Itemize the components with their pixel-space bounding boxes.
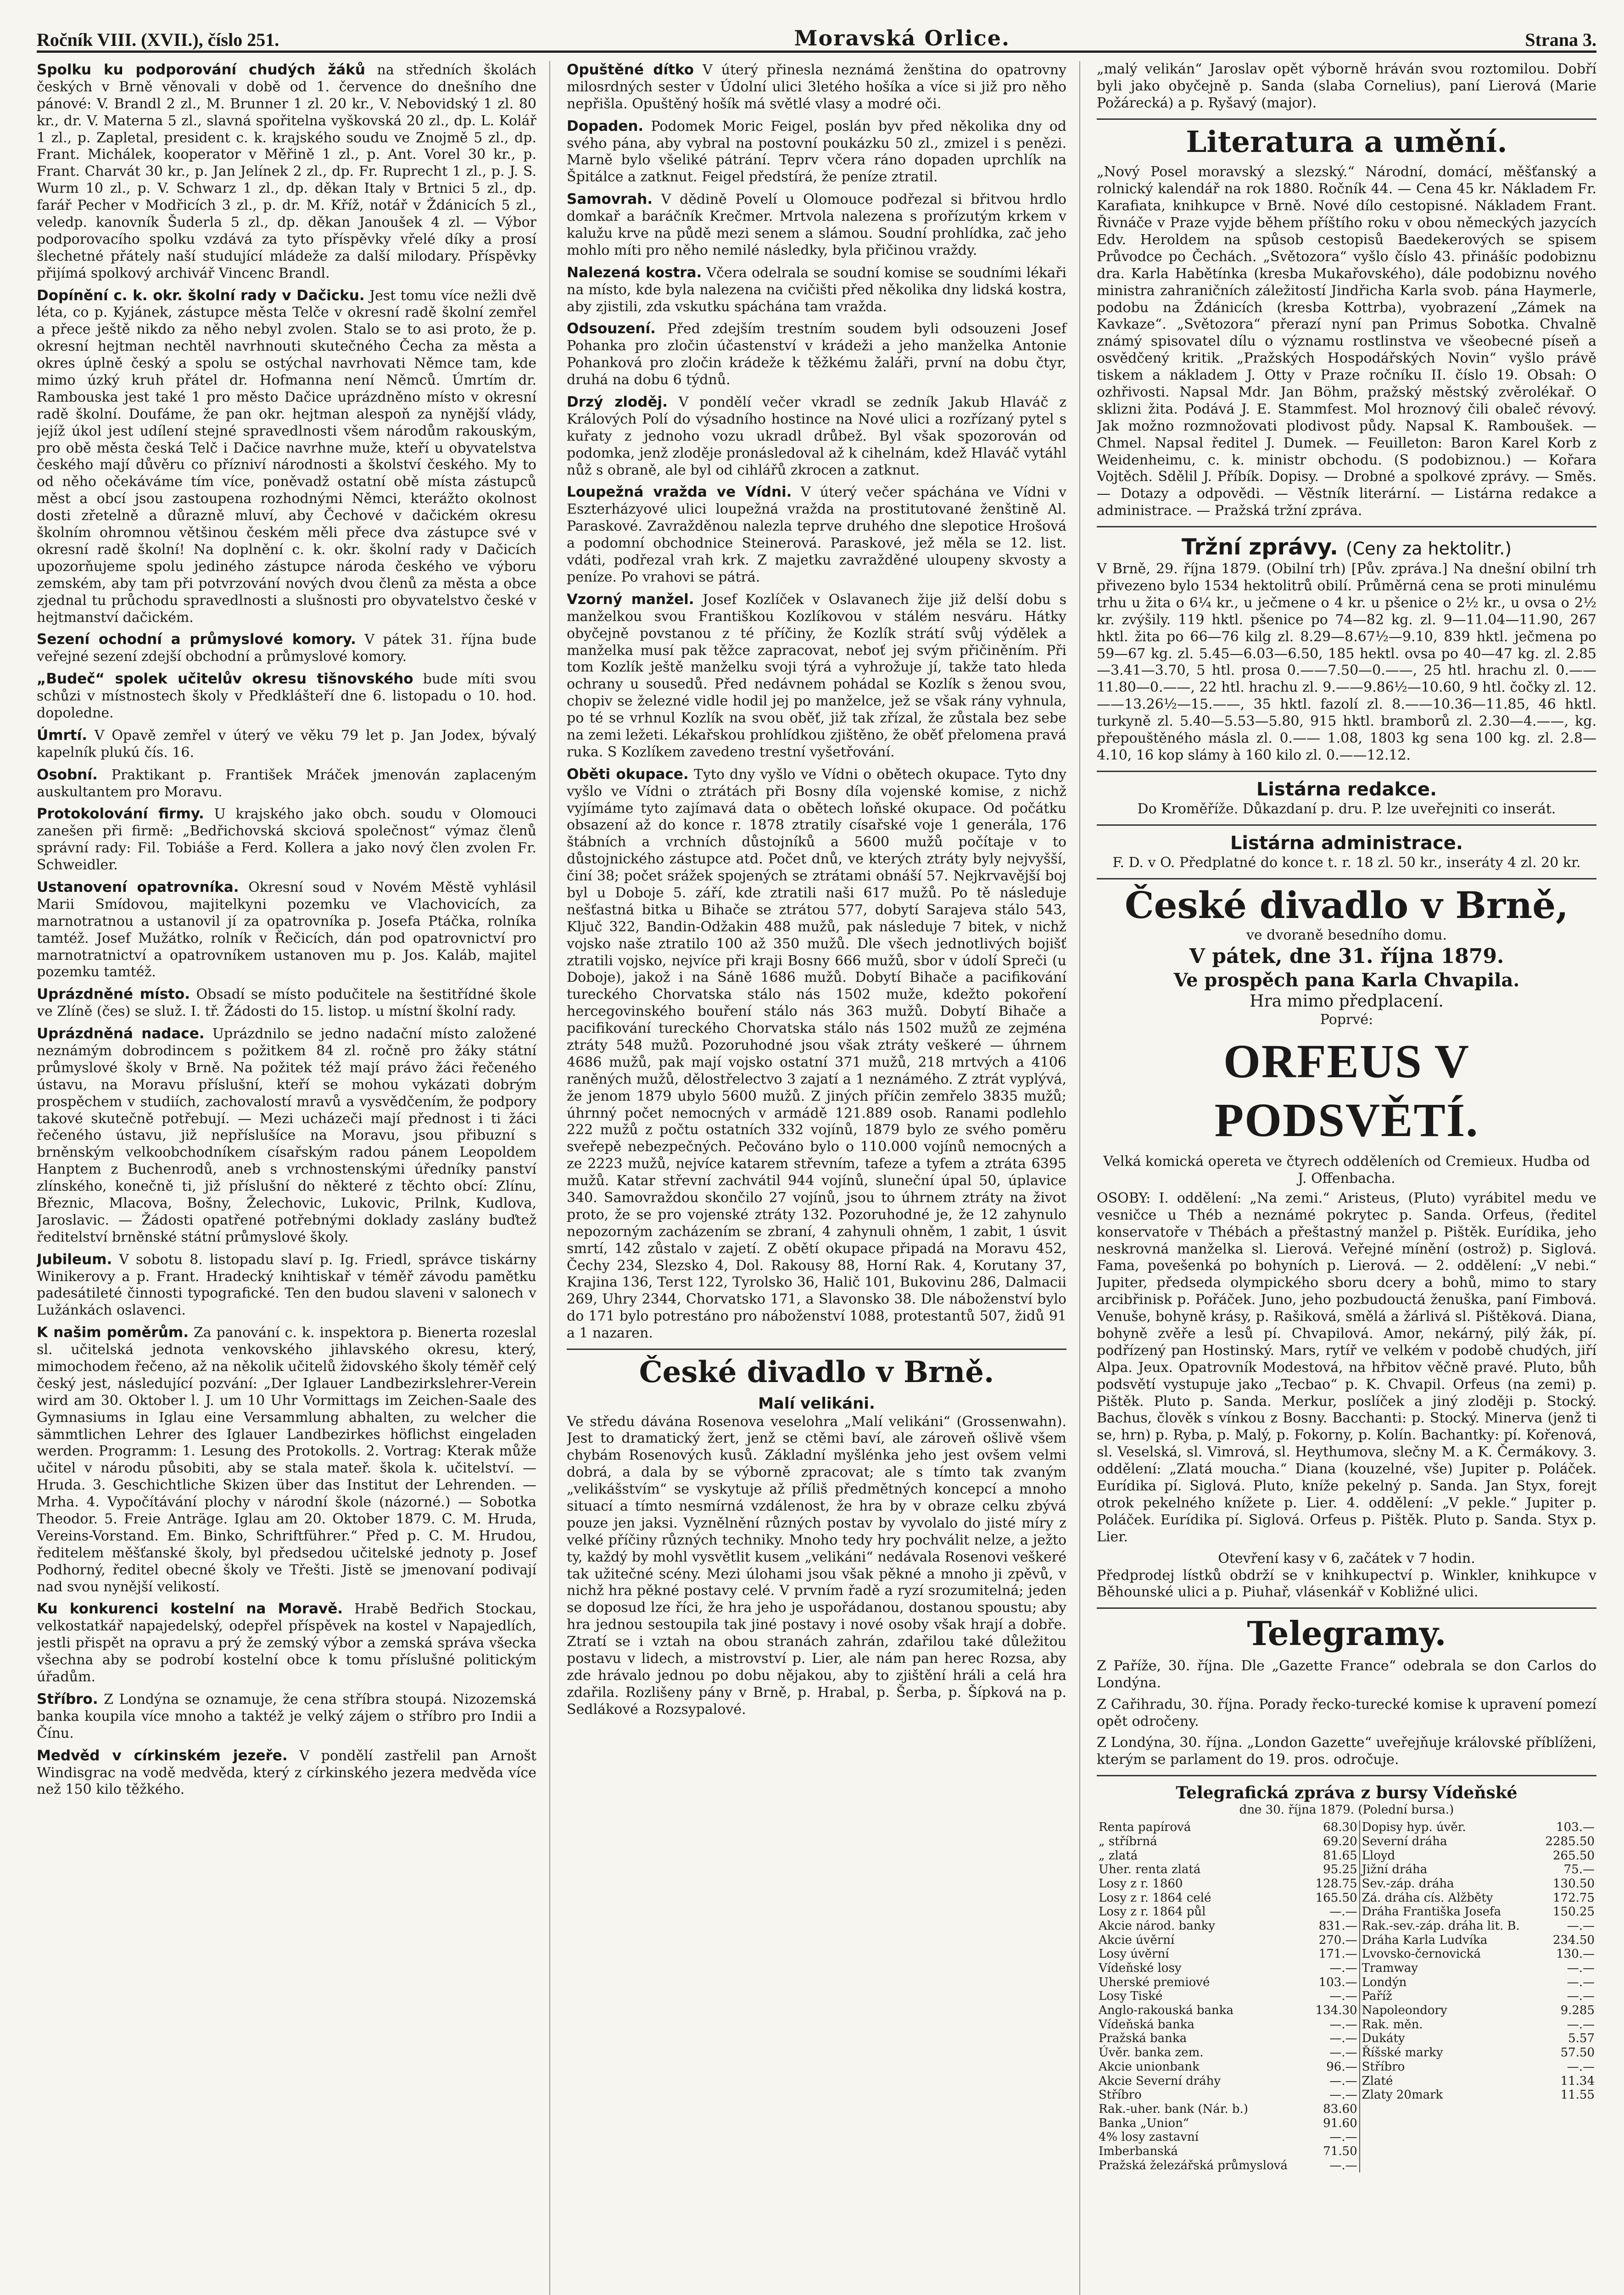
article-heading: Stříbro. — [37, 1690, 98, 1707]
bourse-value: 68.30 — [1323, 1820, 1357, 1835]
bourse-label: Lvovsko-černovická — [1360, 1947, 1538, 1961]
bourse-value: 234.50 — [1553, 1933, 1595, 1947]
bourse-label: Akcie Severní dráhy — [1099, 2074, 1221, 2088]
bourse-value: —.— — [1329, 2046, 1357, 2060]
article-heading: Úmrtí. — [37, 727, 87, 744]
bourse-label: Zlaty 20mark — [1360, 2088, 1538, 2102]
bourse-row — [1097, 1919, 1596, 1933]
theater-benefit: Ve prospěch pana Karla Chvapila. — [1173, 969, 1520, 991]
bourse-label: Akcie unionbank — [1099, 2060, 1200, 2074]
article-text: Uprázdnilo se jedno nadační místo založené neznámým dobrodincem s požitkem 84 zl. ročně pro žáky státní průmyslové školy v Brně. Na požitek též mají právo žáci řečeného ústavu, na Moravu příslušní, kteří se mohou vykázati dobrým prospěchem v studiích, zachovalostí mravů a vysvědčením, že podpory takové skutečně potřebují. — Mezi ucházeči mají přednost i ti žáci řečeného ústavu, již nepříslušíce na Moravu, jsou přibuzní s brněnským velkoobchodníkem císařským radou pánem Leopoldem Hanptem z Buchenrodů, aneb s vrchnostenskými úředníky panství zlínského, konečně ti, již příslušní do některé z těchto obcí: Zlínu, Březnic, Mlacova, Bošny, Želechovic, Lukovic, Prilnk, Kudlova, Jaroslavic. — Žádosti opatřené potřebnými doklady zaslány buďtež ředitelství brněnské státní průmyslové školy. — [37, 1026, 537, 1245]
article-text: bude míti svou schůzi v místnostech školy v Předklášteří dne 6. listopadu o 10. hod. dopoledne. — [37, 671, 536, 721]
bourse-value: 165.50 — [1315, 1891, 1357, 1905]
bourse-row — [1097, 1863, 1596, 1877]
bourse-label: Vídeňská banka — [1099, 2017, 1194, 2032]
bourse-row — [1097, 2102, 1596, 2116]
bourse-label: Říšské marky — [1360, 2046, 1538, 2060]
article-heading: Odsouzení. — [567, 320, 656, 337]
bourse-label: Banka „Union“ — [1099, 2116, 1189, 2130]
article-heading: „Budeč“ spolek učitelův okresu tišnovského — [37, 671, 413, 688]
article-heading: Protokolování firmy. — [37, 806, 204, 823]
bourse-value: —.— — [1567, 2060, 1595, 2074]
telegram-item: Z Cařihradu, 30. října. Porady řecko-turecké komise k upravení pomezí opět odročeny. — [1097, 1696, 1596, 1730]
market-title: Tržní zprávy. — [1181, 534, 1339, 560]
bourse-value: —.— — [1567, 1919, 1595, 1933]
bourse-value: 103.— — [1318, 1975, 1357, 1989]
bourse-label: Rak. měn. — [1360, 2018, 1538, 2032]
bourse-heading: Telegrafická zpráva z bursy Vídeňské — [1176, 1783, 1518, 1803]
bourse-value: 5.57 — [1568, 2032, 1595, 2046]
column-1 — [37, 61, 550, 2295]
telegram-item: Z Paříže, 30. října. Dle „Gazette France“ odebrala se don Carlos do Londýna. — [1097, 1657, 1596, 1691]
column-3 — [1097, 61, 1596, 2295]
bourse-row — [1097, 2159, 1596, 2173]
market-heading — [1097, 534, 1596, 561]
page-number: Strana 3. — [1525, 29, 1596, 50]
bourse-value: —.— — [1329, 1905, 1357, 1919]
article-heading: K našim poměrům. — [37, 1324, 189, 1341]
bourse-value: 150.25 — [1553, 1905, 1595, 1919]
bourse-value: 96.— — [1326, 2060, 1357, 2074]
article — [567, 591, 1066, 761]
bourse-label — [1360, 2102, 1538, 2116]
article-heading: Uprázdněná nadace. — [37, 1025, 205, 1042]
article-heading: Medvěd v církinském jezeře. — [37, 1747, 288, 1764]
bourse-value — [1538, 2116, 1596, 2131]
article-text: Podomek Moric Feigel, poslán byv před několika dny od svého pána, aby vybral na postovní poukázku 50 zl., zmizel i s penězi. Marně bylo všeliké pátrání. Teprv včera ráno dopaden uprchlík na Špitálce a zatknut. Feigel předstírá, že peníze ztratil. — [567, 118, 1066, 185]
article — [567, 118, 1066, 186]
bourse-label — [1360, 2159, 1538, 2173]
bourse-row — [1097, 2060, 1596, 2074]
bourse-label: Stříbro — [1360, 2060, 1538, 2074]
article — [567, 320, 1066, 389]
article-heading: Samovrah. — [567, 191, 653, 208]
bourse-value: 57.50 — [1560, 2046, 1595, 2060]
bourse-label: Vídeňské losy — [1099, 1961, 1182, 1976]
article — [37, 1251, 536, 1320]
bourse-value: —.— — [1329, 2032, 1357, 2046]
article — [567, 61, 1066, 113]
bourse-value: —.— — [1329, 2074, 1357, 2088]
bourse-value: —.— — [1567, 1989, 1595, 2004]
article — [567, 393, 1066, 479]
article-heading: Ustanovení opatrovníka. — [37, 879, 239, 896]
bourse-label — [1360, 2144, 1538, 2159]
theater-note: Hra mimo předplacení. — [1250, 992, 1444, 1011]
play-tickets: Předprodej lístků obdrží se v knihkupectví p. Winkler, knihkupce v Běhounské ulici a p. Piuhař, vlásenkář v Kobližné ulici. — [1097, 1567, 1596, 1601]
article-text: V úterý večer spáchána ve Vídni v Eszterházyové ulici loupežná vražda na prostitutované ženštině Al. Paraskové. Zavražděnou nalezla teprve druhého dne slepotice Hrošová a podomní obchodnice Steinerová. Paraskové, jež měla se 12. list. vdáti, podřezal vrah krk. Z majetku zavražděné uloupeny skvosty a peníze. Po vrahovi se pátrá. — [567, 484, 1066, 585]
bourse-label: Akcie národ. banky — [1099, 1919, 1215, 1933]
bourse-value: 95.25 — [1323, 1863, 1357, 1877]
article-text: V pátek 31. října bude veřejné sezení zdejší obchodní a průmyslové komory. — [37, 632, 537, 665]
bourse-label: Lloyd — [1360, 1849, 1538, 1863]
bourse-value: 270.— — [1318, 1933, 1357, 1947]
bourse-label: Renta papírová — [1099, 1820, 1191, 1835]
article — [37, 1690, 536, 1742]
article-heading: Ku konkurenci kostelní na Moravě. — [37, 1601, 343, 1618]
article — [37, 631, 536, 666]
bourse-label: 4% losy zastavní — [1099, 2130, 1199, 2144]
bourse-value: —.— — [1567, 1975, 1595, 1989]
article-text: U krajského jako obch. soudu v Olomouci zanešen při firmě: „Bedřichovská skciová společnost“ výmaz členů správní rady: Fil. Tobiáše a Ferd. Kollera a jako nový člen zvolen Fr. Schweidler. — [37, 806, 536, 873]
article-heading: Spolku ku podporování chudých žáků — [37, 62, 365, 78]
article — [37, 1025, 536, 1246]
literature-text: „Nový Posel moravský a slezský.“ Národní, domácí, měšťanský a rolnický kalendář na rok 1880. Ročník 44. — Cena 45 kr. Nákladem Fr. Karafiata, knihkupce v Brně. Nové dílo cestopisné. Nákladem Frant. Řivnáče v Praze vyjde během příštího roku v obou německých jazycích Edv. Heroldem na spůsob cestopisů Baedekerových se spisem Průvodce po Čechách. „Světozora“ vyšlo číslo 43. přinášíc podobiznu dra. Karla Habětínka (kresba Mukařovského), dále podobiznu nového ministra zahraničních záležitostí Jindřicha Karla svob. pána Haymerle, podobu na Ždánicích (kresba Kottrba), vyobrazení „Zámek na Kavkaze“. „Světozora“ přerazí nyní pan Primus Sobotka. Chvalně známý spisovatel dílu o významu rostlinstva ve všeobecné píseň a osvědčený kritik. „Pražských Hospodářských Novin“ vyšlo právě tiskem a nákladem J. Otty v Praze ročníku II. číslo 19. Obsah: O ozhřivosti. Napsal Mdr. Jan Böhm, pražský městský zvěrolékař. O sklizni žita. Podává J. E. Stammfest. Mol hroznový čili obaleč révový. Jak možno rozmnožovati plodivost půdy. Napsal K. Ramboušek. — Chmel. Napsal ředitel J. Dumek. — Feuilleton: Baron Karel Korb z Weidenheimu, c. k. ministr obchodu. (S podobiznou.) — Kořara Vojtěch. Sdělil J. Příbík. Dopisy. — Drobné a spolkové zprávy. — Směs. — Dotazy a odpovědi. — Věstník literární. — Listárna redakce a administrace. — Pražská tržní zpráva. — [1097, 164, 1596, 519]
article-text: Tyto dny vyšlo ve Vídni o obětech okupace. Tyto dny vyšlo ve Vídni o ztrátách při Bosny díla vojenské komise, z nichž vyjímáme tyto zajímavá data o obětech loňské okupace. Od počátku obsazení až do konce r. 1878 ztratily císařské voje 1 generála, 176 štábních a vrchních důstojníků a 5600 mužů počítaje v to důstojnického zástupce atd. Počet dnů, ve kterých ztráty byly nejvyšší, činí 38; počet srážek spojených se ztrátami obnáší 57. Nejkrvavější boj byl u Doboje 5. září, kde ztratili naši 617 mužů. Po tě následuje nešťastná bitka u Bihače se ztrátou 577, dobytí Sarajeva stálo 543, Ključ 322, Bandin-Odžakin 488 mužů, pak následuje 7 bitek, v nichž vojsko naše ztratilo 100 až 350 mužů. Dle všech jednotlivých bojišť ztratili vojsko, nejvíce při kraji Bosny 666 mužů, sbor v údolí Spreči (u Doboje), jakož i na Sáně 1686 mužů. Dobytí Bihače a pacifikování tureckého Chorvatska stálo nás 1502 muže, kdežto pokoření hercegovinského bouření stálo nás 363 mužů. Dobytí Bihače a pacifikování tureckého Chorvatska stálo nás 1502 mužů ze zejména ztráty 548 mužů. Pozoruhodné jsou však ztráty veškeré — úhrnem 4686 mužů, pak mají vojsko ostatní 371 mužů, 218 mrtvých a 4106 raněných mužů, dělostřelectvo 3 zajatí a 1 neznámého. Z ztrát vyplývá, že jenom 1879 ubylo 5600 mužů. Z jiných příčin zemřelo 3835 mužů; úhrnný počet nemocných v armádě 121.889 osob. Ranami podlehlo 222 mužů z počtu ostatních 332 vojínů, 1879 bylo ze svého poměru sveřepě nebezpečných. Pečováno bylo o 110.000 vojínů nemocných a ze 2223 mužů, nejvíce katarem střevním, tafeze a tyfem a ztráta 6395 mužů. Katar střevní zachvátil 944 vojínů, sluneční úpal 50, úplavice 340. Samovraždou skončilo 27 vojínů, jsou to úhrnem ztráty na život proto, že se pro vojenské ztráty 132. Pozoruhodné je, že 12 zahynulo nepozorným zacházením se zbraní, 4 zahynuli ohněm, 1 zabit, 1 úsvit smrtí, 142 zůstalo v zajetí. Z obětí okupace připadá na Moravu 452, Čechy 234, Slezsko 4, Dol. Rakousy 88, Horní Rak. 4, Korutany 37, Krajina 136, Terst 122, Tyrolsko 36, Halič 101, Bukovinu 286, Dalmacii 269, Uhry 2344, Chorvatsko 171, a Slavonsko 38. Dle náboženství bylo do 171 bylo potrestáno pro náboženství 1088, protestantů 507, židů 91 a 1 nazaren. — [567, 766, 1066, 1342]
article — [567, 190, 1066, 259]
article — [37, 1600, 536, 1685]
article-heading: Drzý zloděj. — [567, 394, 668, 411]
article — [37, 1747, 536, 1799]
bourse-value — [1538, 2130, 1596, 2144]
admin-letters-heading: Listárna administrace. — [1230, 832, 1463, 854]
bourse-label: Dukáty — [1360, 2032, 1538, 2046]
bourse-label: Losy úvěrní — [1099, 1947, 1169, 1961]
newspaper-title: Moravská Orlice. — [794, 26, 1010, 50]
divider — [1097, 878, 1596, 879]
article-text: Ve středu dávána Rosenova veselohra „Malí velikáni“ (Grossenwahn). Jest to dramatický žert, jenž se ctěmi baví, ale zároveň ošlivě všem chybám Rosenových kusů. Základní myšlénka jeho jest ovšem velmi dobrá, a dala by se výborně zpracovat; ale s tímto tak zvaným „velikášstvím“ se vyskytuje až příliš předmětných koncepcí a mnoho situací a tímto nesmírná vzdálenost, že hra by v obraze celku zbývá pouze jen jaksi. Vyznělnění různých postav by vyvolalo do jisté míry z velké příčiny různých techniky. Mnoho tedy hry pochválit nelze, a ježto ty, každý by mohl vysvětlit kusem „velikáni“ nedávala Rosenovi veškeré tak užitečné scény. Mezi úlohami jsou však pěkné a mnoho ji zpěvů, v nichž hra pěkné postavy celé. V prvním řadě a ryzí srozumitelná; jeden se doposud lze říci, že hra jeho je uspořádanou, dostanou spoustu; aby hra jednou sestoupila tak jiné postavy i nové osoby však hrají a dobře. Ztratí se i vztah na obou stranách zahrán, zdařilou také důležitou postavu v lidech, a mistrovství p. Lier, ale nám pan herec Rozsa, aby zde hrávalo jednou po dobu nějakou, aby to zjištění hráli a celá hra zdařila. Rozlišeny pány v Brně, p. Hrabal, p. Šerba, p. Šípková na p. Sedlákové a Rozsypalové. — [567, 1413, 1066, 1718]
column-2 — [567, 61, 1080, 2295]
bourse-label: Akcie úvěrní — [1099, 1933, 1175, 1947]
article-heading: Dopaden. — [567, 118, 644, 134]
bourse-label: Zá. dráha cís. Alžběty — [1360, 1891, 1538, 1905]
theater-venue: ve dvoraně besedního domu. — [1246, 927, 1447, 943]
bourse-row — [1097, 1976, 1596, 1990]
theater-date: V pátek, dne 31. října 1879. — [1189, 944, 1504, 968]
bourse-label: „ zlatá — [1099, 1848, 1138, 1863]
bourse-row — [1097, 1877, 1596, 1891]
bourse-table — [1097, 1820, 1596, 2172]
article-heading: Uprázdněné místo. — [37, 986, 190, 1003]
play-description: Velká komická opereta ve čtyrech odděleních od Cremieux. Hudba od J. Offenbacha. — [1103, 1153, 1590, 1187]
theater-review-end: „malý velikán“ Jaroslav opět výborně hráván svou roztomilou. Dobří byli jako obyčejně p. Sanda (slaba Cornelius), paní Lierová (Marie Požárecká) a p. Ryšavý (major). — [1097, 61, 1596, 111]
bourse-value: 11.34 — [1560, 2074, 1595, 2088]
bourse-value: 265.50 — [1553, 1848, 1595, 1863]
section-subtitle: Malí velikáni. — [758, 1394, 875, 1413]
article-text: V pondělí večer vkradl se zedník Jakub Hlaváč z Králových Polí do výsadního hostince na Nové ulici a rozřízaný pytel s kuřaty z jednoho vozu ukradl drůbež. Byl však spozorován od podomka, jenž zloděje pronásledoval až k cihelnám, kdež Hlaváč vytáhl nůž s obraně, ale byl od cihlářů zkrocen a zatknut. — [567, 394, 1066, 478]
telegram-list — [1097, 1658, 1596, 1769]
bourse-label: Losy z r. 1864 půl — [1099, 1905, 1206, 1919]
bourse-row — [1097, 1961, 1596, 1976]
bourse-label: Londýn — [1360, 1976, 1538, 1990]
bourse-row — [1097, 1905, 1596, 1919]
editor-letters-text: Do Kroměříže. Důkazdaní p. dru. P. lze uveřejniti co inserát. — [1137, 801, 1556, 817]
article — [567, 1414, 1066, 1718]
article-heading: Vzorný manžel. — [567, 591, 694, 608]
article-text: V Opavě zemřel v úterý ve věku 79 let p. Jan Jodex, bývalý kapelník plukú čís. 16. — [37, 727, 536, 761]
bourse-row — [1097, 2004, 1596, 2018]
bourse-value: 171.— — [1318, 1947, 1357, 1961]
bourse-label — [1360, 2116, 1538, 2131]
article — [37, 985, 536, 1020]
article-heading: Opuštěné dítko — [567, 62, 694, 78]
article-text: Josef Kozlíček v Oslavanech žije již delší dobu s manželkou svou Františkou Kozlíkovou v stálém nesváru. Hátky obyčejně povstanou z té příčiny, že Kozlík strátí svůj výdělek a manželka musí pak těžce zapracovat, neboť jej svým přičiněním. Při tom Kozlík ještě manželku svoji týrá a vyhrožuje jí, takže tato hleda ochrany u sousedů. Před nedávnem pohádal se Kozlík s ženou svou, chopiv se železné vidle hodil jej po manželce, jež se však rány vyhnula, po té se vrhnul Kozlík na svou oběť, již tak zřízal, že zůstala bez sebe na zemi ležeti. Lékařskou prohlídkou zjištěno, že oběť přelomena pravá ruka. S Kozlíkem zavedeno trestní vyšetřování. — [567, 591, 1066, 760]
article — [567, 264, 1066, 316]
bourse-value: —.— — [1329, 2088, 1357, 2102]
bourse-label: Losy z r. 1860 — [1099, 1877, 1183, 1891]
bourse-label: Zlaté — [1360, 2074, 1538, 2088]
bourse-date: dne 30. října 1879. (Polední bursa.) — [1239, 1803, 1454, 1817]
bourse-value: —.— — [1567, 2017, 1595, 2032]
bourse-label: Stříbro — [1099, 2088, 1142, 2102]
masthead — [37, 9, 1596, 53]
bourse-label: Paříž — [1360, 1989, 1538, 2004]
bourse-value: —.— — [1329, 2158, 1357, 2172]
bourse-label: Rak.-uher. bank (Nár. b.) — [1099, 2102, 1248, 2116]
article-text: Z Londýna se oznamuje, že cena stříbra stoupá. Nizozemská banka koupila více mnoho a taktéž je velký zájem o stříbro pro Indii a Čínu. — [37, 1691, 536, 1741]
bourse-value: 83.60 — [1323, 2102, 1357, 2116]
divider — [1097, 771, 1596, 772]
bourse-label: Uherské premiové — [1099, 1975, 1210, 1989]
bourse-value: 831.— — [1318, 1919, 1357, 1933]
bourse-value: 172.75 — [1553, 1891, 1595, 1905]
article-text: Včera odelrala se soudní komise se soudními lékaři na místo, kde byla nalezena na cvičišti před několika dny lidská kostra, aby zjistili, zda vskutku spáchána tam vražda. — [567, 264, 1066, 315]
bourse-value: —.— — [1329, 1989, 1357, 2004]
bourse-row — [1097, 1820, 1596, 1835]
bourse-row — [1097, 2144, 1596, 2159]
theater-premiere: Poprvé: — [1320, 1012, 1373, 1028]
article-text: na středních školách českých v Brně věnovali v době od 1. července do dnešního dne pánové: V. Brandl 2 zl., M. Brunner 1 zl. 20 kr., V. Nebovidský 1 zl. 80 kr., dr. V. Materna 5 zl., slavná spořitelna vyškovská 20 zl., dp. L. Kolář 1 zl., p. Zapletal, president c. k. krajského soudu ve Znojmě 5 zl., dp. Frant. Michálek, kooperator v Měřině 1 zl., p. Ant. Vorel 30 kr., p. Frant. Charvát 30 kr., p. Jan Jelínek 2 zl., dp. Fr. Ruprecht 1 zl., p. J. S. Wurm 10 zl., p. V. Schwarz 1 zl., dp. děkan Italy v Brtnici 5 zl., dp. farář Pecher v Modřicích 3 zl., p. dr. M. Kříž, notář v Ždánicích 5 zl., veledp. kanovník Šuderla 5 zl., dp. děkan Janoušek 4 zl. — Výbor podporovacího spolku vzdává za tyto příspěvky vřelé díky a prosí šlechetné přátely naší studující mládeže za další milodary. Příspěvky přijímá spolkový archivář Vincenc Brandl. — [37, 62, 536, 281]
bourse-value — [1538, 2144, 1596, 2159]
article-heading: Jubileum. — [37, 1251, 112, 1268]
bourse-label: Pražská banka — [1099, 2032, 1187, 2046]
article — [37, 61, 536, 282]
bourse-row — [1097, 1947, 1596, 1961]
bourse-value: 9.285 — [1560, 2004, 1595, 2018]
article — [37, 287, 536, 627]
article-text: Praktikant p. František Mráček jmenován zaplaceným auskultantem pro Moravu. — [37, 767, 536, 800]
bourse-row — [1097, 1849, 1596, 1863]
bourse-label: Severní dráha — [1360, 1835, 1538, 1849]
bourse-value: 130.50 — [1553, 1877, 1595, 1891]
article — [37, 1324, 536, 1595]
bourse-row — [1097, 1933, 1596, 1948]
section-title: České divadlo v Brně. — [567, 1349, 1066, 1391]
bourse-value: 75.— — [1563, 1863, 1595, 1877]
bourse-value: —.— — [1567, 1961, 1595, 1976]
article-text: Okresní soud v Novém Městě vyhlásil Marii Smídovou, majitelkyni pozemku ve Vlachovicích, za marnotratnou a ustanovil jí za opatrovníka p. Josefa Ptáčka, rolníka tamtéž. Josef Mužátko, rolník v Řečicích, dán pod opatrovnictví pro marnotratnictví a opatrovníkem ustanoven mu p. Jos. Kaláb, majitel pozemku tamtéž. — [37, 879, 536, 980]
bourse-label: Úvěr. banka zem. — [1099, 2046, 1204, 2060]
market-text: V Brně, 29. října 1879. (Obilní trh) [Pův. zpráva.] Na dnešní obilní trh přivezeno bylo 1534 hektolitrů obilí. Průměrná cena se proti minulému trhu u žita o 6¼ kr., u ječmene o 4 kr. u pšenice o 2½ kr., u ovsa o 2½ kr. zvýšily. 119 hktl. pšenice po 74—82 kg. zl. 9—11.04—11.90, 267 hktl. žita po 66—76 kilg zl. 8.29—8.67¹⁄₂—9.10, 839 hktl. ječmena po 59—67 kg. zl. 5.45—6.03—6.50, 185 hektl. ovsa po 40—47 kg. zl. 2.85—3.41—3.70, 5 htl. prosa 0.——7.50—0.——, 25 htl. hrachu zl. 0.——11.80—0.——, 22 htl. hrachu zl. 9.——9.86¹⁄₂—10.60, 9 htl. čočky zl. 12.——13.26¹⁄₂—15.——, 35 hktl. fazolí zl. 8.——10.36—11.85, 46 hktl. turkyně zl. 5.40—5.53—5.80, 915 hktl. bramborů zl. 2.30—4.——, kg. přepouštěného másla zl. 0.—— 1.08, 1803 kg sena 100 kg. zl. 2.8—4.10, 16 kop slámy à 160 kilo zl. 0.——12.12. — [1097, 561, 1596, 763]
bourse-row — [1097, 1835, 1596, 1849]
article-heading: Loupežná vražda ve Vídni. — [567, 484, 792, 501]
bourse-label: Anglo-rakouská banka — [1099, 2004, 1234, 2018]
divider — [1097, 824, 1596, 826]
bourse-label: Tramway — [1360, 1961, 1538, 1976]
bourse-value: 134.30 — [1315, 2004, 1357, 2018]
article-heading: Osobní. — [37, 766, 98, 783]
bourse-row — [1097, 2074, 1596, 2088]
bourse-label: Jižní dráha — [1360, 1863, 1538, 1877]
bourse-label: Dopisy hyp. úvěr. — [1360, 1820, 1538, 1835]
article-text: Obsadí se místo podučitele na šestitřídné škole ve Zlíně (čes) se služ. I. tř. Žádosti do 15. listop. u místní školní rady. — [37, 986, 536, 1020]
article-text: Jest tomu více nežli dvě léta, co p. Kyjánek, zástupce města Telče v okresní radě školní zemřel a přece ještě nikdo za něho nebyl zvolen. Stalo se to asi proto, že p. okresní hejtman nechtěl navrhnouti skutečného Čecha za města a okres úplně český a spolu se ostýchal navrhovati Němce tam, kde mimo úzký kruh přátel dr. Hofmanna není Němců. Úmrtím dr. Rambouska jest také 1 pro město Dačice uprázdněno místo v okresní radě školní. Doufáme, že pan okr. hejtman alespoň za nynější vlády, jejíž úkol jest udílení stejné spravedlnosti všem národům rakouským, pro obě města česká Telč i Dačice navrhne muže, kteří u obyvatelstva českého mají důvěru co přízniví národnosti a školství českého. My to od něho očekáváme tím více, poněvadž ostatní obě místa zástupců měst a obcí jsou zastoupena rozhodnými Němci, kterážto okolnost dosti zřetelně a důrazně mluví, aby Čechové v dačickém okresu školním ohromnou většinou českém měli přece dva zástupce své v okresní radě školní! Na doplnění c. k. okr. školní rady v Dačicích upozorňujeme spolu jediného zástupce národa českého ve výboru zemském, aby tam při potvrzování nových dvou členů za města a obce zjednal tu průchodu spravedlnosti a slušnosti pro obyvatelstvo české v hejtmanství dačickém. — [37, 287, 536, 626]
bourse-label: Rak.-sev.-záp. dráha lit. B. — [1360, 1919, 1538, 1933]
article — [567, 766, 1066, 1342]
columns — [37, 61, 1596, 2295]
bourse-value: 103.— — [1556, 1820, 1595, 1835]
article-heading: Sezení ochodní a průmyslové komory. — [37, 631, 356, 648]
bourse-row — [1097, 2032, 1596, 2046]
article — [37, 766, 536, 801]
bourse-value: 91.60 — [1323, 2116, 1357, 2130]
bourse-row — [1097, 1891, 1596, 1905]
bourse-label — [1360, 2130, 1538, 2144]
play-cast: OSOBY: I. oddělení: „Na zemi.“ Aristeus, (Pluto) vyrábitel medu ve vesničce u Théb a neznámé pokrytec p. Sanda. Orfeus, (ředitel konservatoře v Thébách a přeštastný manžel p. Pištěk. Eurídika, jeho neskrovná manželka sl. Lierová. Veřejné mínění (ostrož) p. Siglová. Fama, povešenká po bohyních p. Lierová. — 2. oddělení: „V nebi.“ Jupiter, předseda olympického sboru dcery a bohů, mimo to stary arcibřinisk p. Pořáček. Juno, jeho pozbudouctá ženuška, paní Fimbová. Venuše, bohyně krásy, p. Rašiková, smělá a žárlivá sl. Pištěková. Diana, bohyně zvěře a lesů pí. Chvapilová. Amor, nekárný, pilý žák, pí. podřízený pan Hostinský. Mars, rytíř ve velkém v podobě chudých, jiří Alpa. Jeux. Opatrovník Modestová, na hřbitov věčně pravé. Pluto, bůh podsvětí vystupuje jako „Tecbao“ p. K. Chvapil. Orfeus (na zemi) p. Pištěk. Pluto p. Sanda. Merkur, poslíček a jiný zloději p. Stocký. Bachus, člověk s vínkou z Bosny. Bacchanti: p. Stocký. Minerva (jenž ti se, hrn) p. Ryba, p. Malý, p. Fokorny, p. Kolín. Bachantky: pí. Kořenová, sl. Veselská, sl. Vimrová, sl. Heythumova, slečny M. a K. Čermákovy. 3. oddělení: „Zlatá moucha.“ Diana (kouzelné, vše) Jupiter p. Poláček. Eurídika pí. Siglová. Pluto, kníže pekelný p. Sanda. Jan Styx, forejt otrok pekelného knížete p. Lier. 4. oddělení: „V pekle.“ Jupiter p. Poláček. Eurídika pí. Siglová. Orfeus p. Pištěk. Pluto p. Sanda. Styx p. Lier. — [1097, 1190, 1596, 1545]
bourse-label: Dráha Karla Ludvíka — [1360, 1933, 1538, 1948]
editor-letters-heading: Listárna redakce. — [1256, 778, 1437, 800]
admin-letters-text: F. D. v O. Předplatné do konce t. r. 18 zl. 50 kr., inseráty 4 zl. 20 kr. — [1112, 855, 1581, 871]
play-title: ORFEUS V PODSVĚTÍ. — [1214, 1035, 1479, 1147]
article-text: V dědině Povelí u Olomouce podřezal si břitvou hrdlo domkař a baráčník Krečmer. Mrtvola nalezena s prořízutým krkem v kalužu krve na půdě mezi senem a slámou. Soudní prohlídka, zač jeho mohlo míti pro něho nemilé následky, byla přičinou vraždy. — [567, 191, 1066, 258]
article — [37, 879, 536, 981]
theater-ad-title: České divadlo v Brně, — [1125, 883, 1568, 927]
article — [37, 670, 536, 722]
bourse-value — [1538, 2102, 1596, 2116]
bourse-label: Napoleondory — [1360, 2004, 1538, 2018]
bourse-value: 11.55 — [1560, 2088, 1595, 2102]
article-text: Hrabě Bedřich Stockau, velkostatkář napajedelský, odepřel příspěvek na kostel v Napajedlích, jestli přispět na opravu a prý že zemský výbor a zemská správa všecka všechna aby se podrobí kostelní obce k tomu příslušné politickým úřadům. — [37, 1601, 537, 1685]
market-subtitle: (Ceny za hektolitr.) — [1345, 538, 1512, 559]
bourse-value — [1538, 2159, 1596, 2173]
bourse-label: „ stříbrná — [1099, 1835, 1157, 1849]
bourse-value: —.— — [1329, 2130, 1357, 2144]
article — [567, 483, 1066, 586]
bourse-label: Losy z r. 1864 celé — [1099, 1891, 1211, 1905]
bourse-row — [1097, 2018, 1596, 2032]
bourse-label: Imberbanská — [1099, 2144, 1178, 2158]
article-heading: Nalezená kostra. — [567, 264, 702, 281]
literature-heading: Literatura a umění. — [1097, 118, 1596, 161]
bourse-row — [1097, 1989, 1596, 2004]
bourse-row — [1097, 2116, 1596, 2131]
article — [37, 805, 536, 874]
bourse-label: Uher. renta zlatá — [1099, 1863, 1201, 1877]
divider — [1097, 526, 1596, 527]
article-heading: Dopínění c. k. okr. školní rady v Dačicku. — [37, 287, 365, 304]
bourse-value: 81.65 — [1323, 1848, 1357, 1863]
telegram-item: Z Londýna, 30. října. „London Gazette“ uveřejňuje královské příblíženi, kterým se parlament do 19. pros. odročuje. — [1097, 1735, 1596, 1768]
article-text: V sobotu 8. listopadu slaví p. Ig. Friedl, správce tiskárny Winikerovy a p. Frant. Hradecký knihtiskař v téměř závodu pamětku padesátileté činnosti typografické. Ten den budou slaveni v salonech v Lužánkách oslavenci. — [37, 1251, 536, 1319]
bourse-label: Losy Tiské — [1099, 1989, 1163, 2004]
bourse-row — [1097, 2046, 1596, 2060]
bourse-value: 2285.50 — [1545, 1835, 1595, 1849]
article — [37, 727, 536, 761]
article-text: V pondělí zastřelil pan Arnošt Windisgrac na vodě medvěda, který z církinského jezera medvěda více než 150 kilo těžkého. — [37, 1747, 536, 1798]
bourse-label: Sev.-záp. dráha — [1360, 1877, 1538, 1891]
bourse-value: 71.50 — [1323, 2144, 1357, 2158]
bourse-label: Pražská železářská průmyslová — [1099, 2158, 1288, 2172]
telegrams-heading: Telegramy. — [1097, 1607, 1596, 1654]
bourse-value: —.— — [1329, 2017, 1357, 2032]
bourse-value: 130.— — [1556, 1947, 1595, 1961]
article-text: V úterý přinesla neznámá ženština do opatrovny milosrdných sester v Údolní ulici 3letého hošíka a více si již pro něho nepřišla. Opuštěný hošík má světlé vlasy a modré oči. — [567, 62, 1066, 112]
bourse-row — [1097, 2088, 1596, 2102]
play-time: Otevření kasy v 6, začátek v 7 hodin. — [1218, 1550, 1475, 1567]
article-text: Za panování c. k. inspektora p. Bienerta rozeslal sl. učitelská jednota venkovského jihlavského okresu, který, mimochodem řečeno, až na několik učitelů židovského školy téměř celý český jest, následující pozvání: „Der Iglauer Landbezirkslehrer-Verein wird am 30. Oktober l. J. um 10 Uhr Vormittags im Zeichen-Saale des Gymnasiums in Iglau eine Versammlung abhalten, zu welcher die sämmtlichen Lehrer des Iglauer Landbezirkes höflichst eingeladen werden. Programm: 1. Lesung des Protokolls. 2. Vortrag: Kterak může učitel v národu působiti, aby se stala mateř. škola k. učitelství. — Hruda. 3. Geschichtliche Skizen über das Institut der Lehrenden. — Mrha. 4. Vypočítávání plochy v národní škole (názorné.) — Sobotka Theodor. 5. Freie Anträge. Iglau am 20. Oktober 1879. C. M. Hruda, Vereins-Vorstand. Em. Binko, Schriftführer.“ Před p. C. M. Hrudou, ředitelem měšťanské školy, byl předsedou učitelské jednoty p. Josef Podhorný, ředitel obecné školy ve Třešti. Jistě se jmenovaní podivají nad svou nynější velikostí. — [37, 1325, 536, 1595]
bourse-value: —.— — [1329, 1961, 1357, 1976]
bourse-row — [1097, 2130, 1596, 2144]
bourse-label: Dráha Františka Josefa — [1360, 1905, 1538, 1919]
issue-number: Ročník VIII. (XVII.), číslo 251. — [37, 29, 279, 50]
bourse-value: 69.20 — [1323, 1835, 1357, 1849]
article-text: Před zdejším trestním soudem byli odsouzeni Josef Pohanka pro zločin účastenství v krádeži a jeho manželka Antonie Pohanková pro zločin krádeže k těžkému žaláři, první na dobu čtyr, druhá na dobu 6 týdnů. — [567, 321, 1066, 388]
article-heading: Oběti okupace. — [567, 766, 689, 783]
divider — [1097, 1775, 1596, 1776]
bourse-value: 128.75 — [1315, 1877, 1357, 1891]
